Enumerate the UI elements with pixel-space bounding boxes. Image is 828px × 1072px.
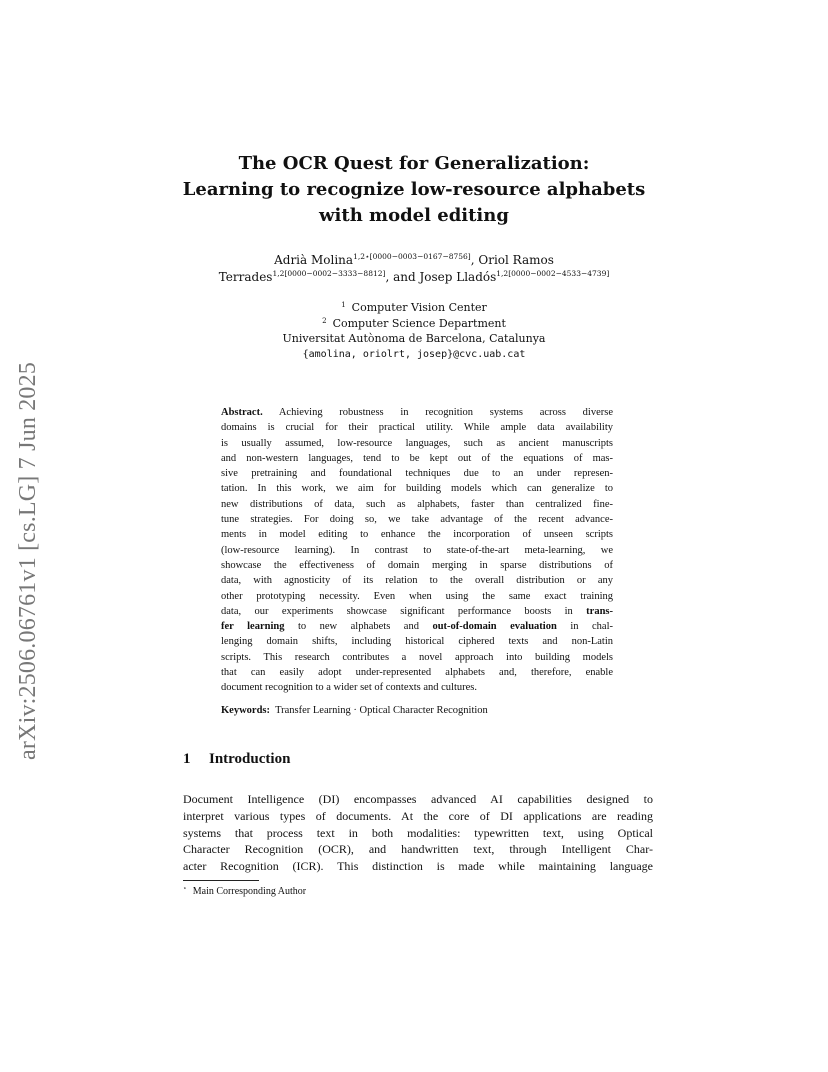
abstract-line: other prototyping necessity. Even when using the same exact training: [221, 590, 613, 602]
abstract-line: new distributions of data, such as alphabets, faster than centralized fine-: [221, 498, 613, 510]
section-title: Introduction: [209, 751, 291, 767]
body-line: Character Recognition (OCR), and handwritten text, through Intelligent Char-: [183, 842, 653, 857]
affiliations: [150, 300, 678, 362]
email-address: {amolina, oriolrt, josep}@cvc.uab.cat: [302, 348, 526, 360]
author-list: [150, 252, 678, 286]
author-orcid: 1,2[0000−0002−4533−4739]: [496, 269, 610, 278]
footnote: [183, 885, 306, 897]
abstract-line: lenging domain shifts, including historical ciphered texts and non-Latin: [221, 636, 613, 648]
abstract-line: domains is crucial for their practical utility. While ample data availability: [221, 422, 613, 434]
abstract-line: showcase the effectiveness of domain merging in sparse distributions of: [221, 559, 613, 571]
title-line-3: with model editing: [319, 205, 509, 226]
footnote-text: Main Corresponding Author: [192, 886, 307, 897]
abstract-line: and non-western languages, tend to be kept out of the equations of mas-: [221, 452, 613, 464]
abstract-line: that can easily adopt under-represented alphabets and, therefore, enable: [221, 667, 613, 679]
body-paragraph: [183, 791, 653, 875]
abstract-line: Abstract. Achieving robustness in recognition systems across diverse: [221, 407, 613, 418]
body-line: Document Intelligence (DI) encompasses advanced AI capabilities designed to: [183, 792, 653, 806]
title-line-1: The OCR Quest for Generalization:: [238, 153, 590, 174]
affiliation-number: 1: [341, 301, 346, 309]
abstract-line: scripts. This research contributes a novel approach into building models: [221, 651, 613, 663]
abstract-line: data, with agnosticity of its relation to the overall distribution or any: [221, 575, 613, 587]
affiliation: Computer Science Department: [332, 316, 506, 330]
abstract-label: Abstract.: [221, 407, 263, 418]
abstract-line: ments in model editing to enhance the incorporation of unseen scripts: [221, 529, 613, 541]
abstract-line: fer learning to new alphabets and out-of-domain evaluation in chal-: [221, 621, 613, 633]
author-name: Adrià Molina: [274, 253, 354, 267]
abstract-line: data, our experiments showcase significant performance boosts in trans-: [221, 605, 613, 617]
author-orcid: 1,2⋆[0000−0003−0167−8756]: [353, 252, 471, 261]
university: Universitat Autònoma de Barcelona, Catalunya: [282, 332, 546, 345]
abstract-line: sive pretraining and foundational techniques due to an under represen-: [221, 468, 613, 480]
arxiv-identifier: arXiv:2506.06761v1 [cs.LG] 7 Jun 2025: [15, 361, 41, 760]
section-number: 1: [183, 751, 191, 767]
abstract-line: tune strategies. For doing so, we take advantage of the recent advance-: [221, 514, 613, 526]
author-name: , Oriol Ramos: [470, 253, 554, 267]
keywords-text: Transfer Learning · Optical Character Recognition: [275, 705, 488, 716]
author-name: , and Josep Lladós: [385, 270, 497, 284]
affiliation: Computer Vision Center: [351, 301, 487, 314]
body-line: interpret various types of documents. At the core of DI applications are reading: [183, 808, 653, 823]
paper-title: [150, 151, 678, 229]
title-line-2: Learning to recognize low-resource alphabets: [182, 179, 646, 200]
author-name: Terrades: [218, 270, 273, 284]
affiliation-number: 2: [322, 316, 327, 325]
body-line: systems that process text in both modalities: typewritten text, using Optical: [183, 825, 653, 840]
abstract-line: document recognition to a wider set of contexts and cultures.: [221, 682, 478, 694]
abstract-line: (low-resource learning). In contrast to state-of-the-art meta-learning, we: [221, 544, 613, 556]
footnote-rule: [183, 880, 259, 881]
keywords: [221, 705, 488, 716]
section-heading: [183, 751, 290, 768]
abstract-line: is usually assumed, low-resource languages, such as ancient manuscripts: [221, 437, 613, 449]
footnote-mark: ⋆: [183, 886, 187, 892]
abstract-line: tation. In this work, we aim for building models which can generalize to: [221, 483, 613, 495]
body-line: acter Recognition (ICR). This distinction is made while maintaining language: [183, 859, 653, 874]
author-orcid: 1,2[0000−0002−3333−8812]: [272, 269, 386, 278]
abstract: [221, 405, 613, 696]
keywords-label: Keywords:: [221, 705, 270, 716]
